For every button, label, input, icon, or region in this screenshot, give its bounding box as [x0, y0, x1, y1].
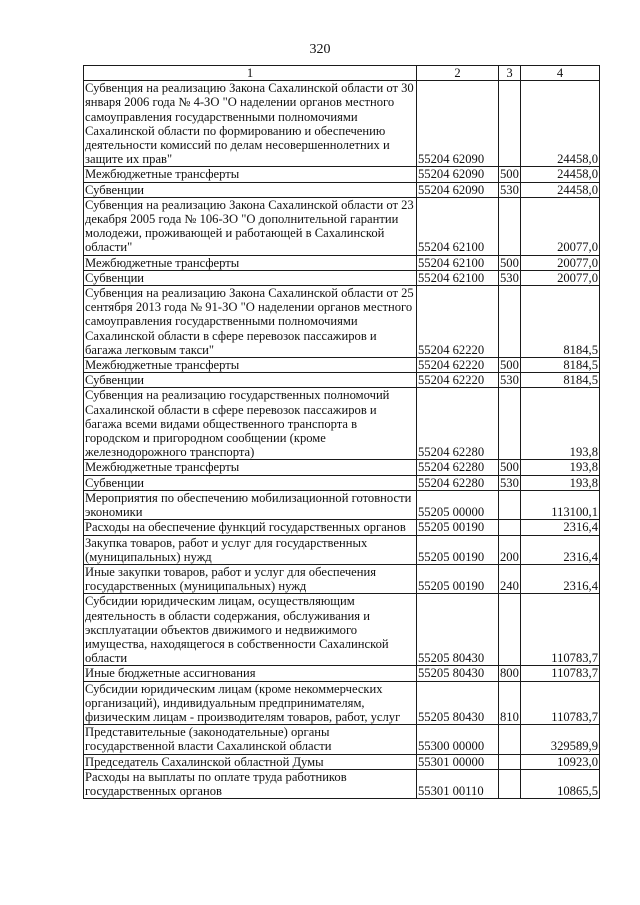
row-name: Иные бюджетные ассигнования [84, 666, 417, 681]
row-name: Субвенция на реализацию Закона Сахалинской области от 23 декабря 2005 года № 106-ЗО "О дополнительной гарантии молодежи, проживающей и работающей в Сахалинской области" [84, 197, 417, 255]
row-expense-type: 500 [500, 255, 519, 270]
table-row [84, 681, 600, 725]
row-expense-type: 240 [499, 564, 521, 593]
row-amount: 110783,7 [521, 666, 600, 681]
row-expense-type [499, 520, 521, 535]
row-amount: 10865,5 [521, 769, 600, 798]
header-col-4: 4 [521, 66, 600, 81]
row-target-code: 55204 62220 [417, 358, 499, 373]
row-name: Межбюджетные трансферты [84, 167, 417, 182]
table-header-row [84, 66, 600, 81]
row-amount: 8184,5 [521, 358, 600, 373]
row-name: Межбюджетные трансферты [84, 460, 417, 475]
row-amount: 193,8 [521, 388, 600, 460]
row-expense-type [499, 490, 521, 519]
row-target-code: 55204 62220 [417, 286, 499, 358]
row-name: Мероприятия по обеспечению мобилизационной готовности экономики [84, 490, 417, 519]
header-col-2: 2 [417, 66, 499, 81]
row-name: Расходы на обеспечение функций государственных органов [84, 520, 417, 535]
row-amount: 8184,5 [521, 373, 600, 388]
row-target-code: 55205 00190 [417, 535, 499, 564]
row-expense-type [499, 725, 521, 754]
row-expense-type: 500 [500, 460, 519, 475]
row-target-code: 55205 00000 [417, 490, 499, 519]
row-amount: 24458,0 [521, 81, 600, 167]
row-target-code: 55204 62100 [417, 197, 499, 255]
budget-table [83, 65, 600, 799]
row-name: Субвенции [84, 475, 417, 490]
row-expense-type: 530 [500, 475, 519, 490]
row-amount: 2316,4 [521, 564, 600, 593]
row-expense-type: 500 [500, 358, 519, 373]
row-amount: 24458,0 [521, 182, 600, 197]
row-amount: 24458,0 [521, 167, 600, 182]
row-target-code: 55300 00000 [417, 725, 499, 754]
row-name: Субвенции [84, 270, 417, 285]
row-expense-type: 530 [500, 270, 519, 285]
row-amount: 193,8 [521, 475, 600, 490]
row-amount: 20077,0 [521, 255, 600, 270]
row-target-code: 55205 00190 [417, 520, 499, 535]
row-name: Субвенция на реализацию государственных полномочий Сахалинской области в сфере перевозок пассажиров и багажа всеми видами общественного транспорта в городском и пригородном сообщении (кроме железнодорожного транспорта) [84, 388, 417, 460]
row-name: Субвенции [84, 373, 417, 388]
table-row [84, 270, 600, 285]
row-expense-type [499, 286, 521, 358]
row-target-code: 55205 80430 [417, 594, 499, 666]
table-row [84, 81, 600, 167]
row-target-code: 55204 62090 [417, 167, 499, 182]
row-name: Субвенции [84, 182, 417, 197]
row-target-code: 55205 00190 [417, 564, 499, 593]
table-row [84, 388, 600, 460]
row-expense-type: 500 [500, 167, 519, 182]
table-row [84, 564, 600, 593]
row-amount: 2316,4 [521, 520, 600, 535]
table-row [84, 594, 600, 666]
row-target-code: 55204 62220 [417, 373, 499, 388]
row-name: Субсидии юридическим лицам, осуществляющим деятельность в области содержания, обслуживания и эксплуатации объектов движимого и недвижимого имущества, находящегося в собственности Сахалинской области [84, 594, 417, 666]
row-target-code: 55204 62090 [417, 182, 499, 197]
table-row [84, 358, 600, 373]
table-row [84, 535, 600, 564]
page-number: 320 [309, 42, 331, 57]
row-name: Представительные (законодательные) органы государственной власти Сахалинской области [84, 725, 417, 754]
row-expense-type: 810 [499, 681, 521, 725]
row-target-code: 55204 62280 [417, 460, 499, 475]
table-row [84, 725, 600, 754]
row-target-code: 55204 62280 [417, 388, 499, 460]
table-row [84, 490, 600, 519]
row-expense-type [499, 388, 521, 460]
row-expense-type [499, 197, 521, 255]
row-amount: 20077,0 [521, 197, 600, 255]
row-amount: 193,8 [521, 460, 600, 475]
row-target-code: 55301 00000 [417, 754, 499, 769]
table-row [84, 286, 600, 358]
row-target-code: 55301 00110 [417, 769, 499, 798]
row-expense-type: 200 [499, 535, 521, 564]
table-row [84, 373, 600, 388]
row-amount: 329589,9 [521, 725, 600, 754]
row-target-code: 55205 80430 [417, 681, 499, 725]
row-expense-type: 530 [500, 182, 519, 197]
row-target-code: 55204 62280 [417, 475, 499, 490]
row-name: Субсидии юридическим лицам (кроме некоммерческих организаций), индивидуальным предпринимателям, физическим лицам - производителям товаров, работ, услуг [84, 681, 417, 725]
row-target-code: 55204 62100 [417, 270, 499, 285]
header-col-3: 3 [499, 66, 521, 81]
row-target-code: 55205 80430 [417, 666, 499, 681]
table-row [84, 666, 600, 681]
row-expense-type [499, 754, 521, 769]
table-row [84, 754, 600, 769]
table-row [84, 255, 600, 270]
table-row [84, 769, 600, 798]
row-expense-type [499, 81, 521, 167]
row-target-code: 55204 62100 [417, 255, 499, 270]
row-expense-type [499, 594, 521, 666]
row-amount: 110783,7 [521, 594, 600, 666]
table-row [84, 460, 600, 475]
table-row [84, 520, 600, 535]
row-amount: 2316,4 [521, 535, 600, 564]
row-name: Иные закупки товаров, работ и услуг для обеспечения государственных (муниципальных) нужд [84, 564, 417, 593]
row-name: Субвенция на реализацию Закона Сахалинской области от 30 января 2006 года № 4-ЗО "О наделении органов местного самоуправления государственными полномочиями Сахалинской области по формированию и обеспечению деятельности комиссий по делам несовершеннолетних и защите их прав" [84, 81, 417, 167]
row-name: Расходы на выплаты по оплате труда работников государственных органов [84, 769, 417, 798]
row-name: Межбюджетные трансферты [84, 255, 417, 270]
row-amount: 113100,1 [521, 490, 600, 519]
table-body [84, 81, 600, 799]
table-row [84, 475, 600, 490]
row-name: Закупка товаров, работ и услуг для государственных (муниципальных) нужд [84, 535, 417, 564]
row-name: Субвенция на реализацию Закона Сахалинской области от 25 сентября 2013 года № 91-ЗО "О наделении органов местного самоуправления государственными полномочиями Сахалинской области в сфере перевозок пассажиров и багажа легковым такси" [84, 286, 417, 358]
row-amount: 8184,5 [521, 286, 600, 358]
table-row [84, 197, 600, 255]
row-name: Председатель Сахалинской областной Думы [84, 754, 417, 769]
row-name: Межбюджетные трансферты [84, 358, 417, 373]
row-target-code: 55204 62090 [417, 81, 499, 167]
row-amount: 110783,7 [521, 681, 600, 725]
row-amount: 20077,0 [521, 270, 600, 285]
row-expense-type [499, 769, 521, 798]
table-row [84, 182, 600, 197]
budget-table-container [83, 65, 599, 799]
row-amount: 10923,0 [521, 754, 600, 769]
row-expense-type: 530 [500, 373, 519, 388]
table-row [84, 167, 600, 182]
header-col-1: 1 [84, 66, 417, 81]
row-expense-type: 800 [500, 666, 519, 681]
